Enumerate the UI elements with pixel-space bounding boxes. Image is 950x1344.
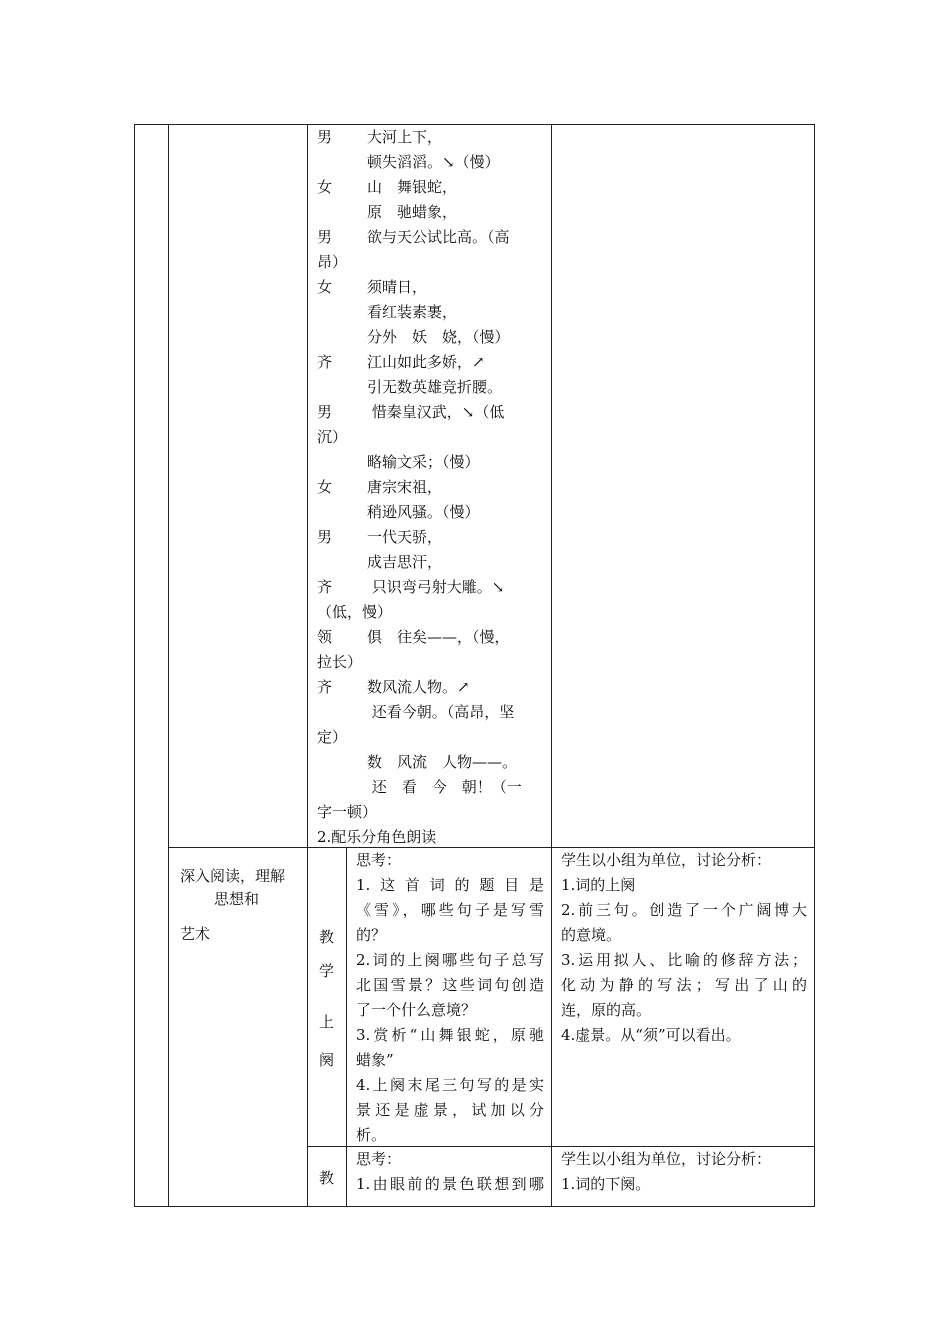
recited-text: 数 风流 人物——。	[367, 753, 518, 771]
recited-text: 看红装素裹，	[367, 303, 458, 321]
recitation-line	[317, 475, 544, 500]
teaching-goal-line: 艺术	[180, 925, 211, 943]
recited-text: 原 驰蜡象，	[367, 203, 458, 221]
recited-text: 引无数英雄竞折腰。	[367, 378, 503, 396]
recited-text: 数风流人物。↗	[367, 678, 470, 696]
speaker-role: 齐	[317, 353, 333, 371]
recitation-line	[317, 525, 544, 550]
question-line: 3.赏析“山舞银蛇，原驰	[356, 1026, 544, 1044]
question-line: 蜡象”	[356, 1051, 394, 1069]
speaker-role: 齐	[317, 578, 333, 596]
speaker-role: 女	[317, 278, 333, 296]
question-line: 景还是虚景，试加以分	[356, 1101, 544, 1119]
question-line: 2.词的上阕哪些句子总写	[356, 951, 544, 969]
speaker-role: 领	[317, 628, 333, 646]
teaching-goal-line: 思想和	[214, 890, 260, 908]
recitation-line	[317, 750, 544, 775]
recitation-line	[317, 550, 544, 575]
recited-text: 一代天骄，	[367, 528, 443, 546]
recitation-line	[317, 700, 544, 725]
speaker-role: 男	[317, 128, 333, 146]
speaker-role: 女	[317, 478, 333, 496]
recitation-line	[317, 300, 544, 325]
teacher-questions	[356, 848, 544, 1148]
table-col-divider-1	[168, 124, 169, 1207]
student-line: 学生以小组为单位，讨论分析：	[561, 1150, 772, 1168]
recited-text: 惜秦皇汉武，↘（低	[367, 403, 505, 421]
recited-text: 只识弯弓射大雕。↘	[367, 578, 505, 596]
vertical-label-char: 教	[319, 928, 335, 946]
recited-text: 稍逊风骚。（慢）	[367, 503, 480, 521]
recited-text: 还看今朝。（高昂，坚	[367, 703, 515, 721]
recitation-line	[317, 500, 544, 525]
table-col-divider-2	[307, 124, 308, 1207]
question-line: 1.这首词的题目是	[356, 876, 544, 894]
table-border-bottom	[134, 1206, 815, 1207]
recitation-line	[317, 225, 544, 250]
recited-text: 大河上下，	[367, 128, 443, 146]
vertical-label-char: 学	[319, 962, 335, 980]
recited-text: 顿失滔滔。↘（慢）	[367, 153, 500, 171]
recitation-line	[317, 275, 544, 300]
recitation-wrap-line: 拉长）	[317, 653, 363, 671]
student-line: 连，原的高。	[561, 1001, 652, 1019]
question-line: 1.由眼前的景色联想到哪	[356, 1175, 544, 1193]
recited-text: 山 舞银蛇，	[367, 178, 458, 196]
teacher-questions-next	[356, 1147, 544, 1197]
recited-text: 唐宗宋祖，	[367, 478, 443, 496]
recited-text: 江山如此多娇，↗	[367, 353, 485, 371]
student-line: 学生以小组为单位，讨论分析：	[561, 851, 772, 869]
recitation-line	[317, 375, 544, 400]
question-line: 思考：	[356, 851, 402, 869]
recitation-wrap-line: 沉）	[317, 428, 348, 446]
recitation-wrap-line: 字一顿）	[317, 803, 378, 821]
recitation-line	[317, 400, 544, 425]
recited-text: 还 看 今 朝！（一	[367, 778, 522, 796]
recitation-line	[317, 125, 544, 150]
question-line: 北国雪景？这些词句创造	[356, 976, 544, 994]
teaching-goal-line: 深入阅读，理解	[180, 867, 286, 885]
student-line: 4.虚景。从“须”可以看出。	[561, 1026, 741, 1044]
speaker-role: 女	[317, 178, 333, 196]
speaker-role: 齐	[317, 678, 333, 696]
recitation-line	[317, 175, 544, 200]
speaker-role: 男	[317, 528, 333, 546]
recitation-footer: 2.配乐分角色朗读	[317, 828, 437, 846]
vertical-label-char: 阕	[319, 1051, 335, 1069]
recited-text: 略输文采；（慢）	[367, 453, 480, 471]
recitation-line	[317, 625, 544, 650]
table-border-right	[814, 124, 815, 1207]
recitation-wrap-line: 定）	[317, 728, 348, 746]
recited-text: 须晴日，	[367, 278, 428, 296]
recitation-wrap-line: （低，慢）	[317, 603, 393, 621]
student-line: 1.词的上阕	[561, 876, 636, 894]
recitation-wrap-line: 昂）	[317, 253, 348, 271]
speaker-role: 男	[317, 403, 333, 421]
student-line: 的意境。	[561, 926, 622, 944]
speaker-role: 男	[317, 228, 333, 246]
recitation-line	[317, 150, 544, 175]
student-line: 3.运用拟人、比喻的修辞方法；	[561, 951, 807, 969]
question-line: 思考：	[356, 1150, 402, 1168]
recitation-line	[317, 200, 544, 225]
student-line: 化动为静的写法；写出了山的	[561, 976, 807, 994]
recited-text: 成吉思汗，	[367, 553, 443, 571]
table-col-divider-4	[551, 124, 552, 1207]
question-line: 《雪》，哪些句子是写雪	[356, 901, 544, 919]
question-line: 4.上阕末尾三句写的是实	[356, 1076, 544, 1094]
recitation-line	[317, 325, 544, 350]
vertical-label-char: 教	[319, 1169, 335, 1187]
student-line: 2.前三句。创造了一个广阔博大	[561, 901, 807, 919]
recitation-line	[317, 575, 544, 600]
question-line: 析。	[356, 1126, 387, 1144]
recitation-line	[317, 775, 544, 800]
recitation-line	[317, 350, 544, 375]
recited-text: 俱 往矣——，（慢，	[367, 628, 510, 646]
student-line: 1.词的下阕。	[561, 1175, 651, 1193]
student-activity	[561, 848, 807, 1048]
student-activity-next	[561, 1147, 807, 1197]
table-border-left	[134, 124, 135, 1207]
recited-text: 欲与天公试比高。（高	[367, 228, 510, 246]
teaching-goal	[180, 865, 302, 946]
recitation-line	[317, 450, 544, 475]
recited-text: 分外 妖 娆，（慢）	[367, 328, 510, 346]
table-col-divider-3	[346, 847, 347, 1207]
question-line: 的？	[356, 926, 387, 944]
recitation-script	[317, 125, 544, 850]
vertical-label-char: 上	[319, 1013, 335, 1031]
recitation-line	[317, 675, 544, 700]
question-line: 了一个什么意境？	[356, 1001, 477, 1019]
